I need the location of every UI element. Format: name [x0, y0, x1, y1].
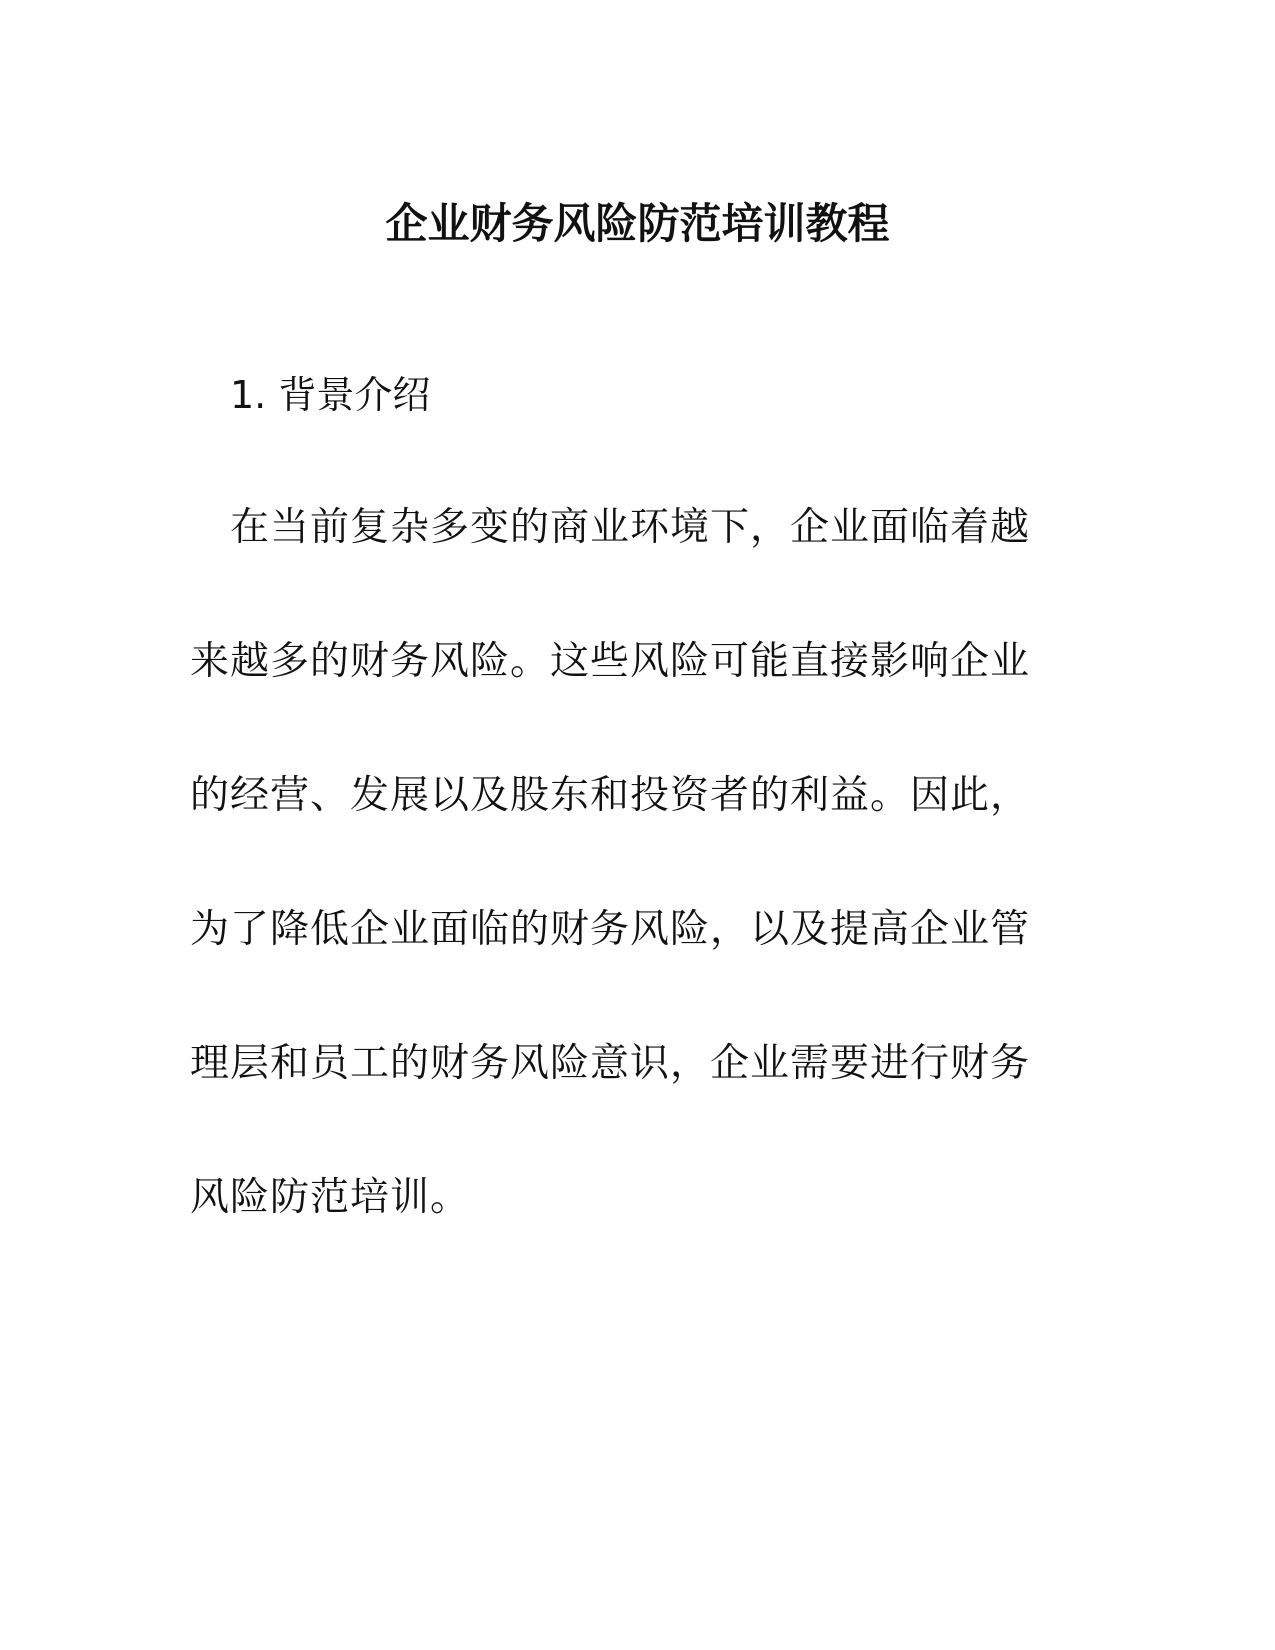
section-heading: 1. 背景介绍	[230, 373, 431, 417]
paragraph-line: 理层和员工的财务风险意识，企业需要进行财务	[190, 1041, 1031, 1086]
page-title: 企业财务风险防范培训教程	[385, 199, 890, 248]
paragraph-line: 在当前复杂多变的商业环境下，企业面临着越	[230, 505, 1031, 550]
paragraph-line: 来越多的财务风险。这些风险可能直接影响企业	[190, 639, 1031, 684]
paragraph-line: 风险防范培训。	[190, 1175, 471, 1220]
body-paragraph	[190, 500, 1070, 1304]
paragraph-line: 的经营、发展以及股东和投资者的利益。因此，	[190, 773, 1031, 818]
paragraph-line: 为了降低企业面临的财务风险，以及提高企业管	[190, 907, 1031, 952]
